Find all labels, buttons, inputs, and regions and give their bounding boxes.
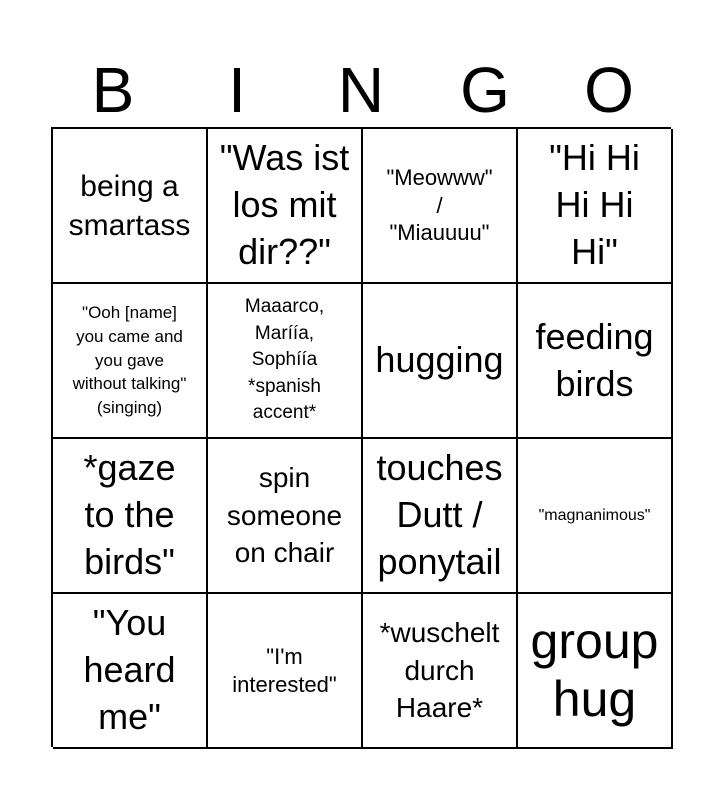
bingo-cell[interactable] [518, 284, 673, 439]
header-letter-b: B [91, 54, 135, 126]
cell-text: being a smartass [68, 169, 191, 242]
cell-text: hugging [375, 339, 504, 381]
bingo-cell[interactable] [363, 439, 518, 594]
cell-text: "You heard me" [83, 602, 176, 737]
cell-text: *wuschelt durch Haare* [379, 616, 500, 724]
cell-text: "I'm interested" [232, 644, 337, 697]
cell-text: "Was ist los mit dir??" [219, 137, 350, 272]
cell-text: touches Dutt / ponytail [376, 447, 503, 582]
bingo-cell[interactable] [53, 594, 208, 749]
bingo-cell[interactable] [518, 129, 673, 284]
bingo-cell[interactable] [53, 129, 208, 284]
header-letter-n: N [337, 54, 385, 126]
bingo-cell[interactable] [53, 284, 208, 439]
cell-text: "magnanimous" [538, 506, 651, 524]
bingo-cell[interactable] [363, 594, 518, 749]
bingo-cell[interactable] [208, 594, 363, 749]
bingo-cell[interactable] [208, 439, 363, 594]
cell-text: feeding birds [535, 315, 654, 404]
cell-text: "Hi Hi Hi Hi Hi" [549, 137, 640, 272]
cell-text: *gaze to the birds" [83, 447, 176, 582]
cell-text: "Meowww" / "Miauuuu" [386, 165, 493, 246]
bingo-cell[interactable] [363, 129, 518, 284]
cell-text: group hug [530, 613, 659, 727]
bingo-cell[interactable] [518, 439, 673, 594]
bingo-header [51, 52, 671, 128]
bingo-cell[interactable] [363, 284, 518, 439]
bingo-cell[interactable] [208, 129, 363, 284]
header-letter-i: I [228, 54, 246, 126]
header-letter-g: G [460, 54, 510, 126]
bingo-cell[interactable] [53, 439, 208, 594]
cell-text: "Ooh [name] you came and you gave without talking" (singing) [72, 303, 187, 418]
bingo-board [51, 127, 671, 747]
bingo-cell[interactable] [518, 594, 673, 749]
cell-text: spin someone on chair [226, 461, 343, 569]
bingo-cell[interactable] [208, 284, 363, 439]
header-letter-o: O [584, 54, 634, 126]
cell-text: Maaarco, Marííа, Sophííа *spanish accent* [244, 296, 325, 424]
